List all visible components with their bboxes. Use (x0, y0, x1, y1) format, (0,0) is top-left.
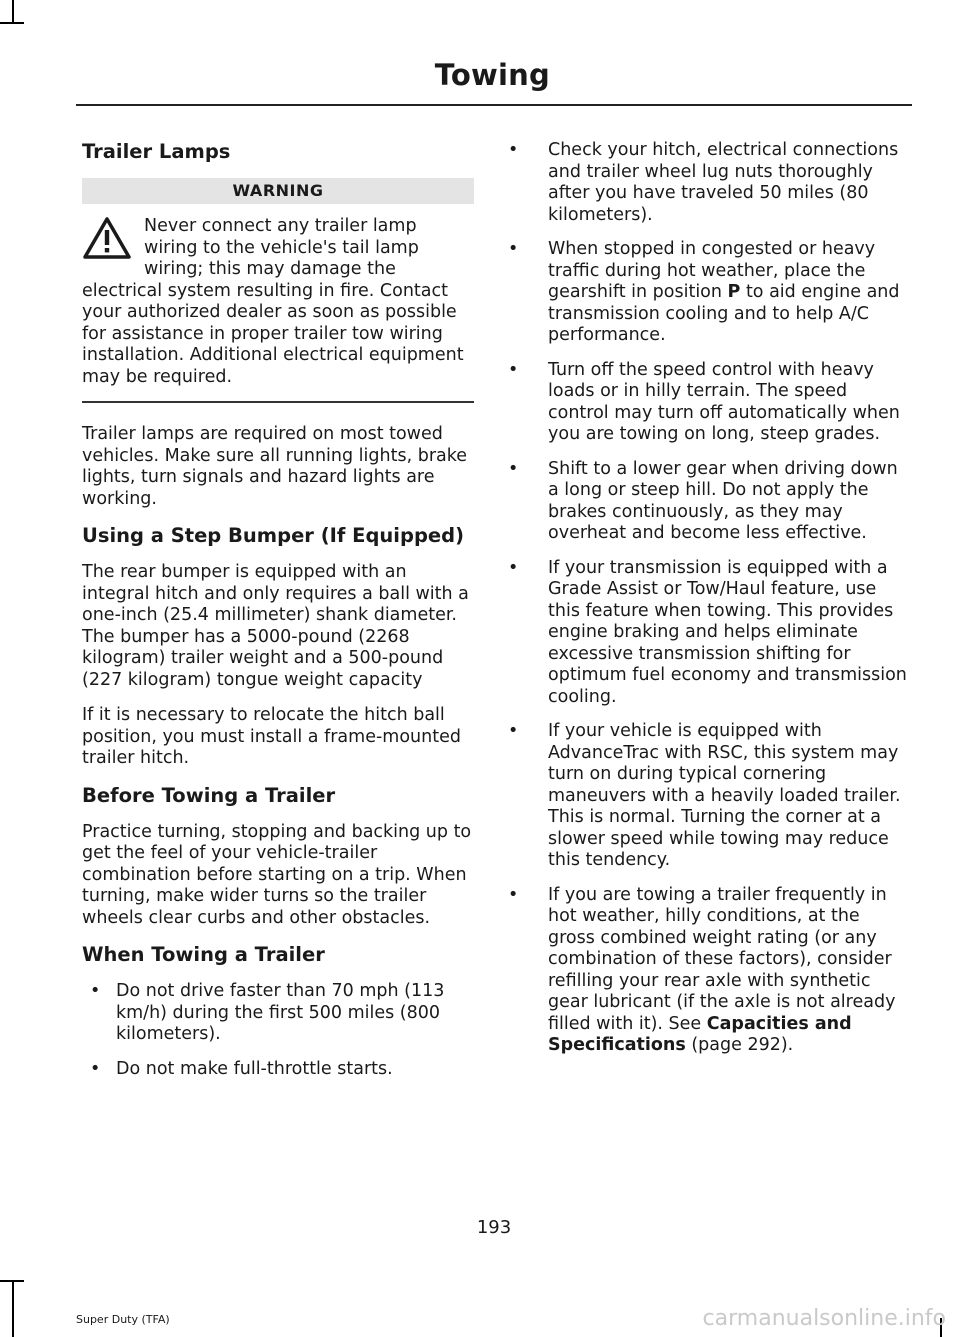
page-number: 193 (476, 1217, 512, 1238)
capacities-link[interactable]: Capacities and Specifications (548, 1013, 852, 1055)
header-rule (76, 104, 912, 106)
warning-text: Never connect any trailer lamp wiring to the vehicle's tail lamp wiring; this may damage the electrical system resulting in fire. Contact your authorized dealer as soon as possible for assistance in proper trailer tow wiring installation. Additional electrical equipment may be required. (82, 216, 464, 387)
list-item: • Shift to a lower gear when driving down a long or steep hill. Do not apply the brakes continuously, as they may overheat and become less effective. (506, 459, 908, 545)
list-item: • Check your hitch, electrical connections and trailer wheel lug nuts thoroughly after you have traveled 50 miles (80 kilometers). (506, 140, 908, 226)
watermark: carmanualsonline.info (702, 1306, 946, 1331)
list-item (506, 885, 908, 1057)
gear-position-p: P (727, 282, 741, 302)
list-item: • Do not make full-throttle starts. (82, 1059, 474, 1081)
list-item: • If your vehicle is equipped with AdvanceTrac with RSC, this system may turn on during typical cornering maneuvers with a heavily loaded trailer. This is normal. Turning the corner at a slower speed while towing may reduce this tendency. (506, 721, 908, 872)
before-towing-heading: Before Towing a Trailer (82, 783, 336, 807)
when-towing-heading: When Towing a Trailer (82, 943, 325, 966)
warning-triangle-icon (82, 216, 132, 260)
bullet-text: When stopped in congested or heavy traffic during hot weather, place the gearshift in position (548, 239, 876, 302)
crop-mark-bottom-left-vertical (12, 1280, 14, 1337)
list-item: • If your transmission is equipped with a Grade Assist or Tow/Haul feature, use this feature when towing. This provides engine braking and helps eliminate excessive transmission shifting for optimum fuel economy and transmission cooling. (506, 558, 908, 709)
page-reference: (page 292). (685, 1035, 794, 1055)
bullet-text: to aid engine and transmission cooling and to help A/C performance. (548, 282, 900, 345)
list-item: • Do not drive faster than 70 mph (113 km/h) during the first 500 miles (800 kilometers). (82, 981, 474, 1046)
step-bumper-paragraph-2: If it is necessary to relocate the hitch ball position, you must install a frame-mounted trailer hitch. (82, 705, 461, 768)
trailer-lamps-text: Trailer lamps are required on most towed vehicles. Make sure all running lights, brake lights, turn signals and hazard lights are working. (82, 424, 468, 509)
step-bumper-heading: Using a Step Bumper (If Equipped) (82, 524, 464, 547)
step-bumper-paragraph-1: The rear bumper is equipped with an integral hitch and only requires a ball with a one-inch (25.4 millimeter) shank diameter. The bumper has a 5000-pound (2268 kilogram) trailer weight and a 500-pound (227 kilogram) tongue weight capacity (82, 562, 469, 690)
warning-label: WARNING (82, 178, 474, 204)
when-towing-list (82, 981, 474, 1080)
towing-tips-list (506, 140, 908, 1057)
warning-box (82, 216, 474, 403)
right-column (506, 140, 908, 1070)
crop-mark-bottom-left-horizontal (0, 1280, 24, 1282)
page-title: Towing (434, 58, 550, 92)
list-item: • Turn off the speed control with heavy loads or in hilly terrain. The speed control may turn off automatically when you are towing on long, steep grades. (506, 360, 908, 446)
trailer-lamps-heading: Trailer Lamps (82, 140, 231, 163)
list-item (506, 239, 908, 347)
crop-mark-top-left-vertical (12, 0, 14, 24)
crop-mark-top-left-horizontal (0, 22, 24, 24)
before-towing-text: Practice turning, stopping and backing up to get the feel of your vehicle-trailer combination before starting on a trip. When turning, make wider turns so the trailer wheels clear curbs and other obstacles. (82, 821, 472, 928)
bullet-text: If you are towing a trailer frequently in hot weather, hilly conditions, at the gross combined weight rating (or any combination of these factors), consider refilling your rear axle with synthetic gear lubricant (if the axle is not already filled with it). See (548, 884, 896, 1034)
left-column (82, 140, 474, 1093)
footer-model: Super Duty (TFA) (76, 1313, 170, 1326)
